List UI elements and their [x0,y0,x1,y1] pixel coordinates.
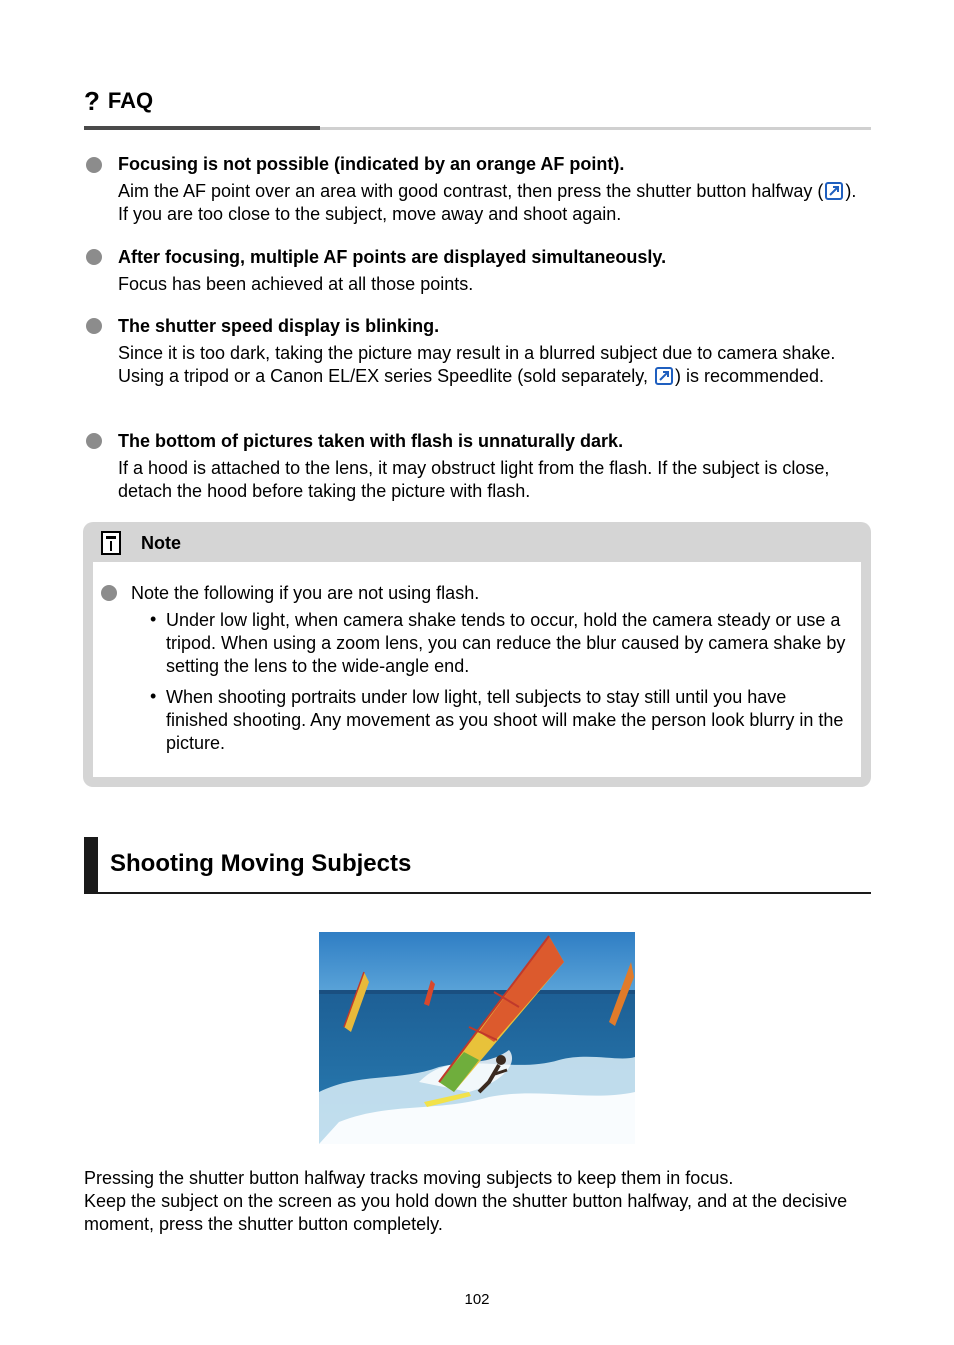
faq-question: After focusing, multiple AF points are displayed simultaneously. [118,247,667,267]
page-reference-icon[interactable] [655,367,673,385]
note-title: Note [141,533,181,553]
faq-heading [84,88,153,114]
faq-answer: If a hood is attached to the lens, it may obstruct light from the flash. If the subject is close, detach the hood before taking the picture with flash. [118,458,830,501]
bullet-icon [86,157,102,173]
faq-answer: Since it is too dark, taking the picture may result in a blurred subject due to camera shake. Using a tripod or a Canon EL/EX series Speedlite (sold separately, ) is recommended. [118,343,836,386]
sub-bullet-icon: • [150,686,157,706]
section-underline [84,892,871,894]
bullet-icon [86,433,102,449]
faq-divider-light [320,127,871,130]
faq-question: The shutter speed display is blinking. [118,316,440,336]
bullet-icon [86,249,102,265]
note-point: When shooting portraits under low light, tell subjects to stay still until you have finished shooting. Any movement as you shoot will make the person look blurry in the picture. [166,687,844,753]
note-lead: Note the following if you are not using flash. [131,583,480,603]
faq-heading-label: FAQ [107,88,154,113]
note-point: Under low light, when camera shake tends to occur, hold the camera steady or use a tripod. When using a zoom lens, you can reduce the blur caused by camera shake by setting the lens to the wide-angle end. [166,610,846,676]
faq-answer: Focus has been achieved at all those points. [118,274,474,294]
note-icon [101,531,121,555]
faq-question: The bottom of pictures taken with flash is unnaturally dark. [118,431,624,451]
sub-bullet-icon: • [150,609,157,629]
faq-question: Focusing is not possible (indicated by an orange AF point). [118,154,625,174]
windsurfing-photo [319,932,635,1144]
page-number: 102 [464,1291,490,1308]
section-paragraph: Pressing the shutter button halfway tracks moving subjects to keep them in focus. Keep the subject on the screen as you hold down the shutter button halfway, and at the decisive moment, press the shutter button completely. [84,1168,848,1234]
question-icon: ? [84,86,100,116]
faq-answer: Aim the AF point over an area with good contrast, then press the shutter button halfway ( ). If you are too close to the subject, move away and shoot again. [118,181,857,224]
bullet-icon [86,318,102,334]
page-reference-icon[interactable] [825,182,843,200]
section-marker [84,837,98,893]
bullet-icon [101,585,117,601]
faq-divider-dark [84,126,320,130]
section-title: Shooting Moving Subjects [110,850,412,877]
